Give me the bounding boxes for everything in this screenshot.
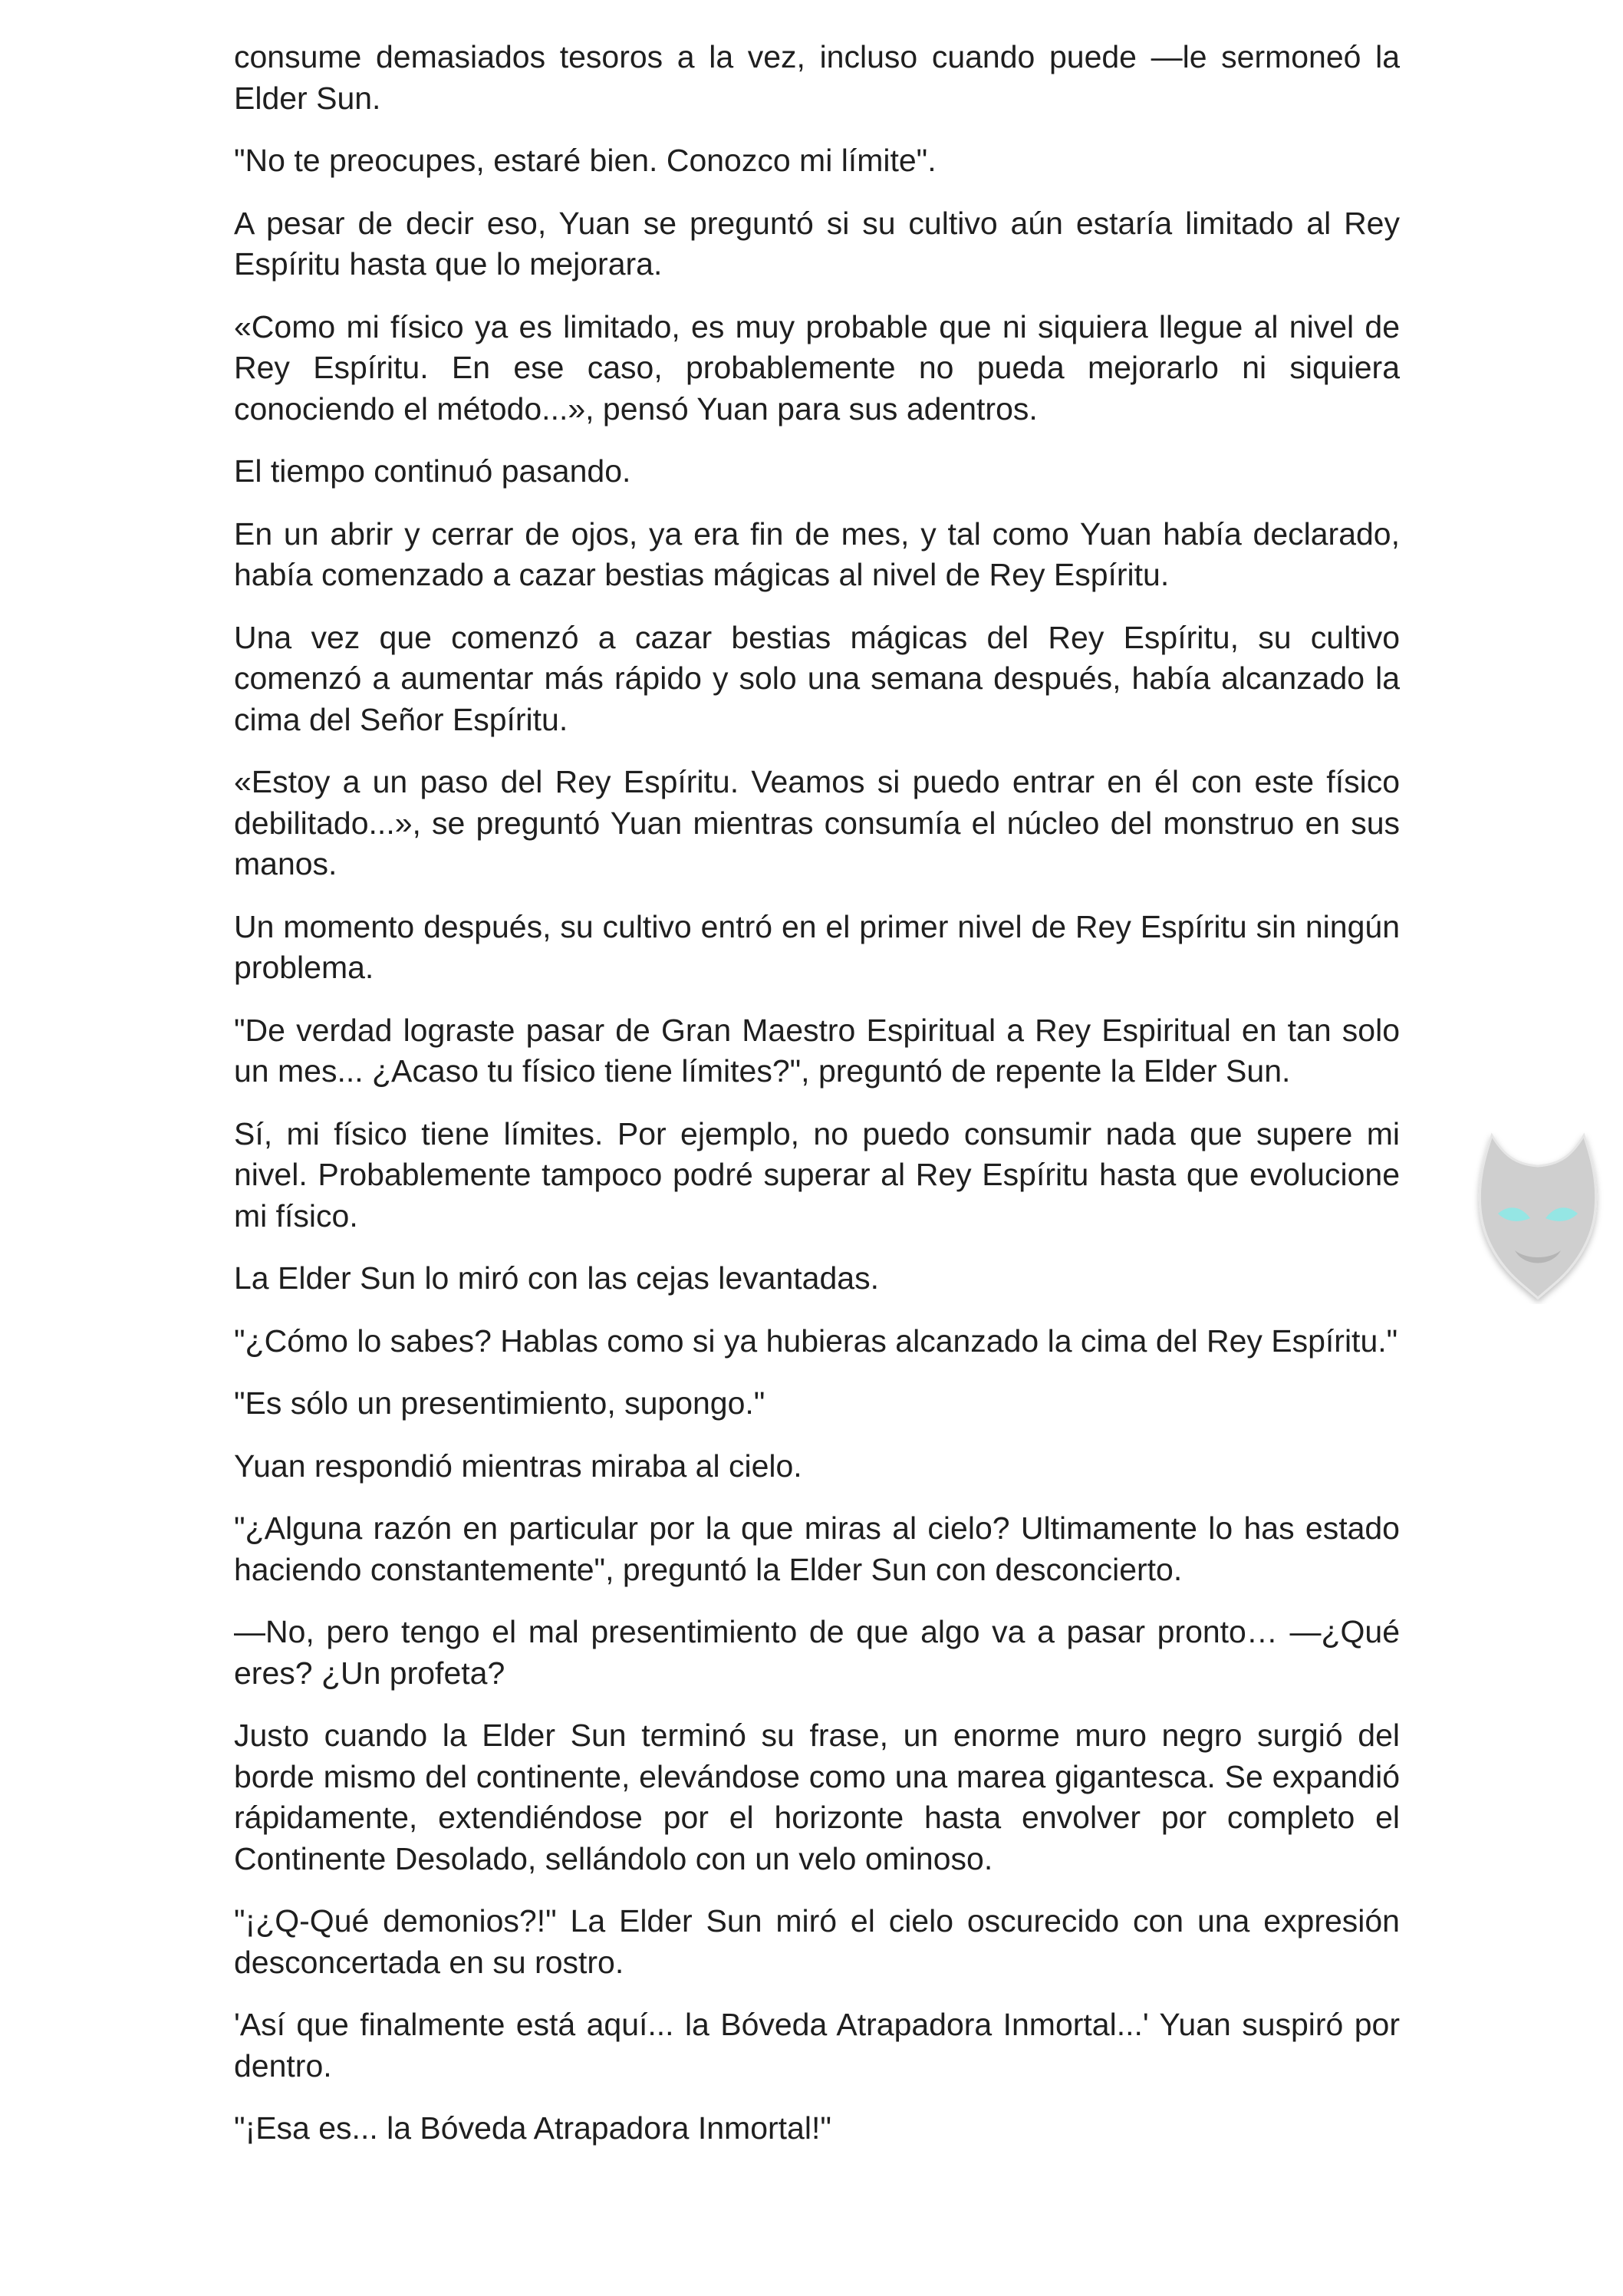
- paragraph: Justo cuando la Elder Sun terminó su frase, un enorme muro negro surgió del borde mismo del continente, elevándose como una marea gigantesca. Se expandió rápidamente, extendiéndose por el horizonte hasta envolver por completo el Continente Desolado, sellándolo con un velo ominoso.: [234, 1718, 1400, 1876]
- paragraph: Sí, mi físico tiene límites. Por ejemplo, no puedo consumir nada que supere mi nivel. Probablemente tampoco podré superar al Rey Espíritu hasta que evolucione mi físico.: [234, 1115, 1400, 1234]
- paragraph: "¿Alguna razón en particular por la que miras al cielo? Ultimamente lo has estado haciendo constantemente", preguntó la Elder Sun con desconcierto.: [234, 1510, 1400, 1587]
- document-page: [234, 37, 1400, 2171]
- paragraph: "¡¿Q-Qué demonios?!" La Elder Sun miró el cielo oscurecido con una expresión desconcertada en su rostro.: [234, 1903, 1400, 1980]
- paragraph: El tiempo continuó pasando.: [234, 453, 631, 489]
- paragraph: "¿Cómo lo sabes? Hablas como si ya hubieras alcanzado la cima del Rey Espíritu.": [234, 1323, 1398, 1359]
- paragraph: Yuan respondió mientras miraba al cielo.: [234, 1448, 802, 1484]
- paragraph: —No, pero tengo el mal presentimiento de que algo va a pasar pronto… —¿Qué eres? ¿Un profeta?: [234, 1614, 1400, 1691]
- paragraph: «Como mi físico ya es limitado, es muy probable que ni siquiera llegue al nivel de Rey Espíritu. En ese caso, probablemente no pueda mejorarlo ni siquiera conociendo el método...», pensó Yuan para sus adentros.: [234, 308, 1400, 427]
- paragraph: En un abrir y cerrar de ojos, ya era fin de mes, y tal como Yuan había declarado, había comenzado a cazar bestias mágicas al nivel de Rey Espíritu.: [234, 516, 1400, 592]
- paragraph: La Elder Sun lo miró con las cejas levantadas.: [234, 1260, 879, 1296]
- paragraph: 'Así que finalmente está aquí... la Bóveda Atrapadora Inmortal...' Yuan suspiró por dentro.: [234, 2007, 1400, 2084]
- paragraph: "No te preocupes, estaré bien. Conozco mi límite".: [234, 143, 937, 178]
- demon-head-logo-icon: [1461, 1128, 1615, 1304]
- paragraph: "¡Esa es... la Bóveda Atrapadora Inmortal!": [234, 2110, 831, 2146]
- paragraph: Un momento después, su cultivo entró en el primer nivel de Rey Espíritu sin ningún problema.: [234, 908, 1400, 985]
- paragraph: «Estoy a un paso del Rey Espíritu. Veamos si puedo entrar en él con este físico debilitado...», se preguntó Yuan mientras consumía el núcleo del monstruo en sus manos.: [234, 764, 1400, 881]
- paragraph: "Es sólo un presentimiento, supongo.": [234, 1385, 765, 1421]
- paragraph: Una vez que comenzó a cazar bestias mágicas del Rey Espíritu, su cultivo comenzó a aumentar más rápido y solo una semana después, había alcanzado la cima del Señor Espíritu.: [234, 619, 1400, 737]
- paragraph: "De verdad lograste pasar de Gran Maestro Espiritual a Rey Espiritual en tan solo un mes... ¿Acaso tu físico tiene límites?", preguntó de repente la Elder Sun.: [234, 1012, 1400, 1089]
- paragraph: consume demasiados tesoros a la vez, incluso cuando puede —le sermoneó la Elder Sun.: [234, 39, 1400, 116]
- paragraph: A pesar de decir eso, Yuan se preguntó si su cultivo aún estaría limitado al Rey Espíritu hasta que lo mejorara.: [234, 205, 1400, 282]
